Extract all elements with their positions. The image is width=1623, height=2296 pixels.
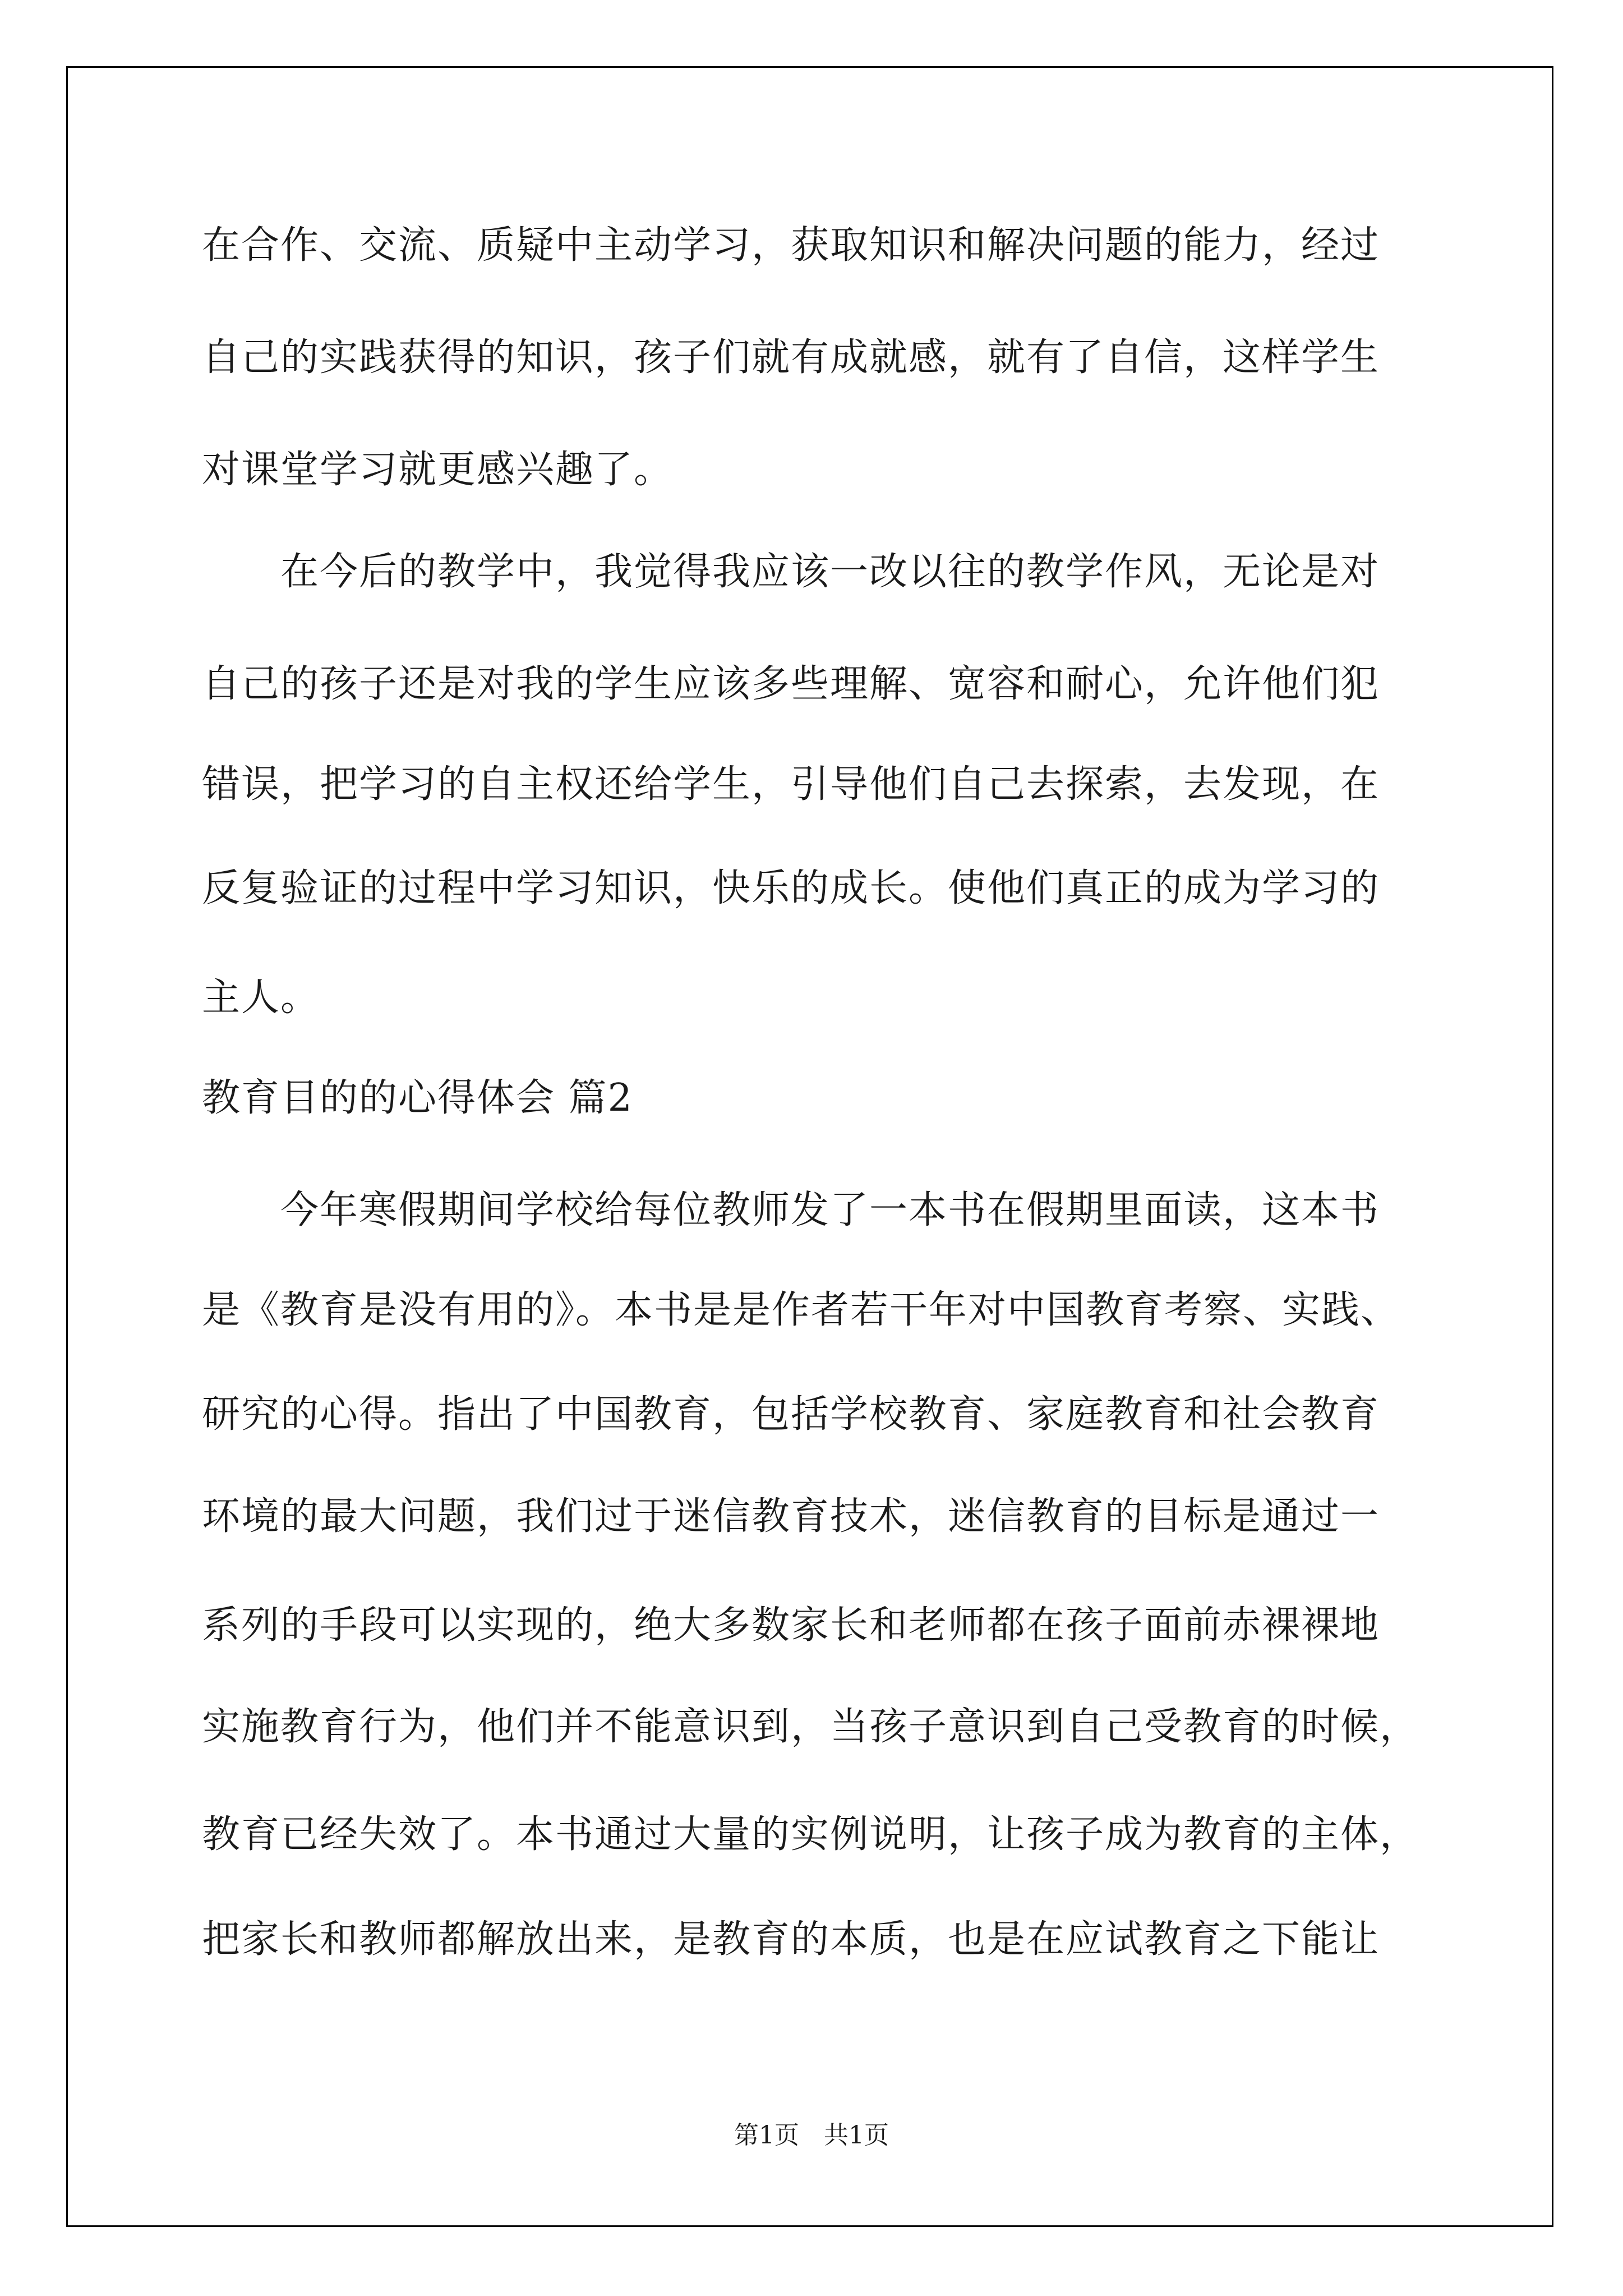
body-text-line: 错误，把学习的自主权还给学生，引导他们自己去探索，去发现，在 bbox=[202, 762, 1380, 807]
body-text-line: 反复验证的过程中学习知识，快乐的成长。使他们真正的成为学习的 bbox=[202, 866, 1380, 910]
body-text-line: 对课堂学习就更感兴趣了。 bbox=[202, 448, 674, 492]
body-text-line: 环境的最大问题，我们过于迷信教育技术，迷信教育的目标是通过一 bbox=[202, 1494, 1380, 1539]
body-text-line: 是《教育是没有用的》。本书是是作者若干年对中国教育考察、实践、 bbox=[202, 1288, 1400, 1332]
body-text-line: 系列的手段可以实现的，绝大多数家长和老师都在孩子面前赤裸裸地 bbox=[202, 1603, 1380, 1648]
body-text-line: 自己的孩子还是对我的学生应该多些理解、宽容和耐心，允许他们犯 bbox=[202, 662, 1380, 706]
body-text-line: 在合作、交流、质疑中主动学习，获取知识和解决问题的能力，经过 bbox=[202, 223, 1380, 268]
body-text-line: 把家长和教师都解放出来，是教育的本质，也是在应试教育之下能让 bbox=[202, 1917, 1380, 1962]
body-text-line: 研究的心得。指出了中国教育，包括学校教育、家庭教育和社会教育 bbox=[202, 1392, 1380, 1437]
body-text-line: 实施教育行为，他们并不能意识到，当孩子意识到自己受教育的时候， bbox=[202, 1705, 1419, 1749]
body-text-line: 自己的实践获得的知识，孩子们就有成就感，就有了自信，这样学生 bbox=[202, 335, 1380, 380]
paragraph-first-line: 今年寒假期间学校给每位教师发了一本书在假期里面读，这本书 bbox=[202, 1188, 1380, 1232]
page-border bbox=[66, 66, 1553, 2227]
paragraph-first-line: 在今后的教学中，我觉得我应该一改以往的教学作风，无论是对 bbox=[202, 550, 1380, 594]
page-footer: 第1页 共1页 bbox=[734, 2121, 889, 2150]
body-text-line: 主人。 bbox=[202, 976, 320, 1020]
body-text-line: 教育已经失效了。本书通过大量的实例说明，让孩子成为教育的主体， bbox=[202, 1812, 1419, 1857]
section-heading: 教育目的的心得体会 篇2 bbox=[202, 1076, 633, 1120]
